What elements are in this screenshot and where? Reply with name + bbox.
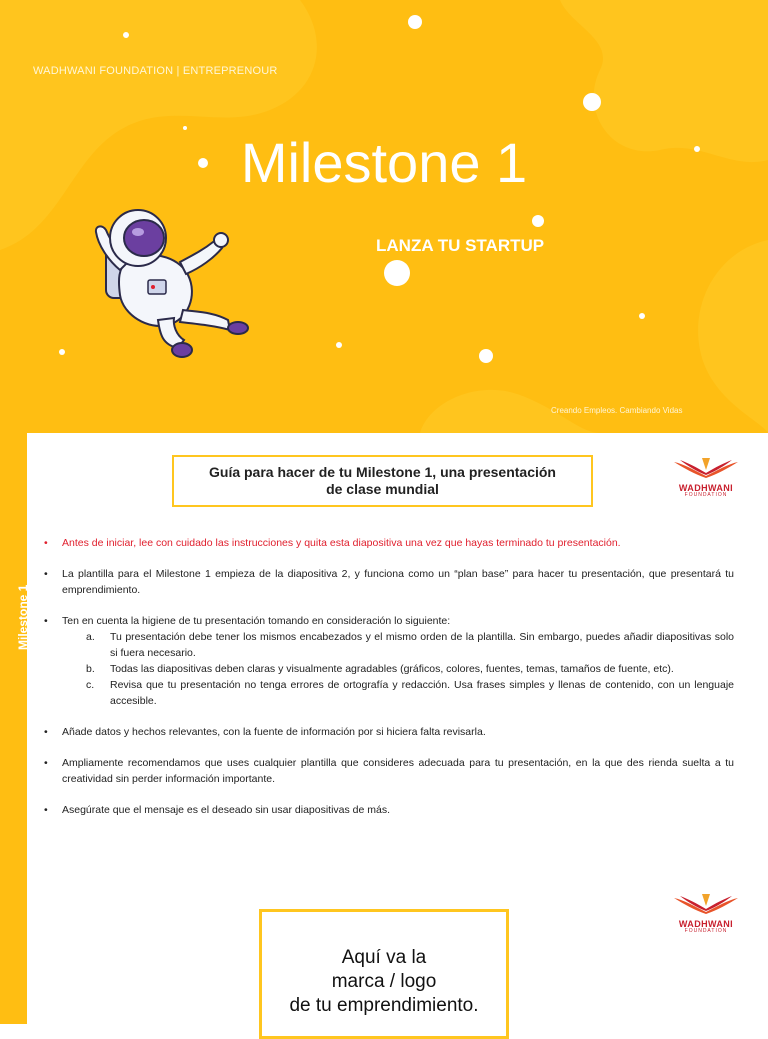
guide-title-line2: de clase mundial	[326, 481, 439, 497]
placeholder-line2: marca / logo	[331, 971, 437, 992]
sublist-item	[62, 661, 734, 677]
logo-name: WADHWANI	[678, 919, 734, 929]
list-item	[44, 755, 734, 787]
wadhwani-logo-mark	[666, 458, 746, 478]
placeholder-line1: Aquí va la	[341, 947, 427, 968]
astronaut-illustration	[88, 200, 253, 370]
list-item	[44, 802, 734, 818]
instructions-list	[44, 535, 734, 833]
logo-sub: FOUNDATION	[684, 928, 728, 934]
logo-sub: FOUNDATION	[684, 492, 728, 498]
sublist-text: Revisa que tu presentación no tenga errores de ortografía y redacción. Usa frases simples y llenas de contenido, con un lenguaje accesible.	[110, 679, 734, 707]
list-item	[44, 566, 734, 598]
list-item-text: Asegúrate que el mensaje es el deseado sin usar diapositivas de más.	[62, 804, 391, 816]
list-item	[44, 724, 734, 740]
bullet-icon: •	[44, 804, 48, 816]
sublist-letter: a.	[86, 631, 95, 643]
sublist-item	[62, 677, 734, 709]
side-strip	[0, 433, 27, 1024]
bullet-icon: •	[44, 615, 48, 627]
sublist-text: Tu presentación debe tener los mismos encabezados y el mismo orden de la plantilla. Sin embargo, puedes añadir diapositivas solo si fuera necesario.	[110, 631, 734, 659]
brand-logo-placeholder	[259, 909, 509, 1039]
list-item-text: Ampliamente recomendamos que uses cualquier plantilla que consideres adecuada para tu presentación, en la que des rienda suelta a tu creatividad sin perder información importante.	[62, 757, 734, 785]
list-item-text: La plantilla para el Milestone 1 empieza de la diapositiva 2, y funciona como un “plan base” para hacer tu presentación, que presentará tu emprendimiento.	[62, 568, 734, 596]
bullet-icon: •	[44, 568, 48, 580]
sublist-letter: b.	[86, 663, 95, 675]
list-item-text: Añade datos y hechos relevantes, con la fuente de información por si hiciera falta revisarla.	[62, 726, 486, 738]
sublist-text: Todas las diapositivas deben claras y visualmente agradables (gráficos, colores, fuentes, temas, tamaños de fuente, etc).	[110, 663, 674, 675]
guide-title-box	[172, 455, 593, 507]
placeholder-line3: de tu emprendimiento.	[289, 995, 479, 1016]
side-label: Milestone 1	[16, 584, 30, 650]
wadhwani-logo-mark	[666, 894, 746, 914]
cover-slide	[0, 0, 768, 433]
cover-subtitle: LANZA TU STARTUP	[376, 236, 545, 255]
sublist-letter: c.	[86, 679, 95, 691]
list-item-text: Ten en cuenta la higiene de tu presentación tomando en consideración lo siguiente:	[62, 615, 451, 627]
guide-title-line1: Guía para hacer de tu Milestone 1, una presentación	[209, 464, 556, 480]
sublist-item	[62, 629, 734, 661]
list-item	[44, 535, 734, 551]
sublist	[62, 629, 734, 709]
cover-tagline: Creando Empleos. Cambiando Vidas	[551, 406, 683, 415]
brand-line: WADHWANI FOUNDATION | ENTREPRENOUR	[33, 65, 278, 77]
cover-title: Milestone 1	[240, 131, 528, 194]
wadhwani-logo	[666, 894, 746, 934]
bullet-icon: •	[44, 726, 48, 738]
wadhwani-logo	[666, 458, 746, 498]
bullet-icon: •	[44, 757, 48, 769]
list-item	[44, 613, 734, 709]
list-item-text: Antes de iniciar, lee con cuidado las instrucciones y quita esta diapositiva una vez que hayas terminado tu presentación.	[62, 537, 621, 549]
bullet-icon: •	[44, 537, 48, 549]
logo-name: WADHWANI	[678, 483, 734, 493]
